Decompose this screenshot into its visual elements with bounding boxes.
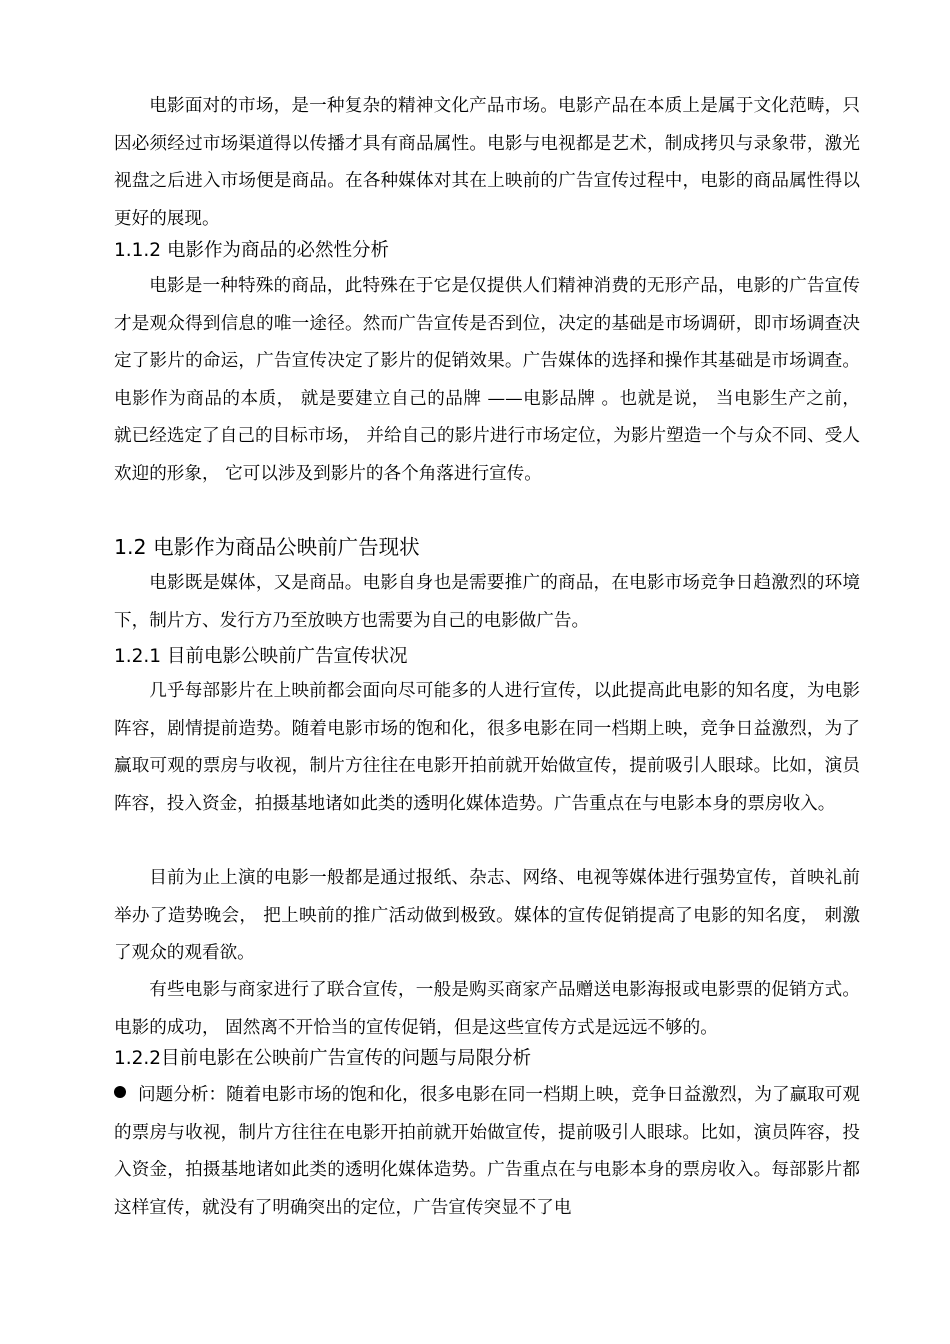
heading-1-2-1: 1.2.1 目前电影公映前广告宣传状况 xyxy=(114,646,408,667)
paragraph-current-promotion: 几乎每部影片在上映前都会面向尽可能多的人进行宣传，以此提高此电影的知名度，为电影阵容，剧情提前造势。随着电影市场的饱和化，很多电影在同一档期上映，竞争日益激烈，为了赢取可观的票房与收视，制片方往往在电影开拍前就开始做宣传，提前吸引人眼球。比如，演员阵容，投入资金，拍摄基地诸如此类的透明化媒体造势。广告重点在与电影本身的票房收入。 xyxy=(114,681,860,814)
bullet-problem-text: 问题分析：随着电影市场的饱和化，很多电影在同一档期上映，竞争日益激烈，为了赢取可观的票房与收视，制片方往往在电影开拍前就开始做宣传，提前吸引人眼球。比如，演员阵容，投入资金，拍摄基地诸如此类的透明化媒体造势。广告重点在与电影本身的票房收入。每部影片都这样宣传，就没有了明确突出的定位，广告宣传突显不了电 xyxy=(114,1085,860,1218)
paragraph-media-promotion: 目前为止上演的电影一般都是通过报纸、杂志、网络、电视等媒体进行强势宣传，首映礼前举办了造势晚会， 把上映前的推广活动做到极致。媒体的宣传促销提高了电影的知名度， 刺激了观众的观看欲。 xyxy=(114,868,860,963)
bullet-dot-icon xyxy=(114,1086,126,1098)
heading-1-1-2: 1.1.2 电影作为商品的必然性分析 xyxy=(114,240,389,261)
paragraph-film-market: 电影面对的市场，是一种复杂的精神文化产品市场。电影产品在本质上是属于文化范畴，只因必须经过市场渠道得以传播才具有商品属性。电影与电视都是艺术，制成拷贝与录象带，激光视盘之后进入市场便是商品。在各种媒体对其在上映前的广告宣传过程中，电影的商品属性得以更好的展现。 xyxy=(114,96,860,229)
paragraph-joint-promotion: 有些电影与商家进行了联合宣传，一般是购买商家产品赠送电影海报或电影票的促销方式。电影的成功， 固然离不开恰当的宣传促销，但是这些宣传方式是远远不够的。 xyxy=(114,980,860,1038)
paragraph-film-media-commodity: 电影既是媒体，又是商品。电影自身也是需要推广的商品，在电影市场竞争日趋激烈的环境下，制片方、发行方乃至放映方也需要为自己的电影做广告。 xyxy=(114,573,860,631)
heading-1-2-2: 1.2.2目前电影在公映前广告宣传的问题与局限分析 xyxy=(114,1048,532,1069)
bullet-problem-analysis xyxy=(114,1077,860,1227)
paragraph-film-as-commodity: 电影是一种特殊的商品，此特殊在于它是仅提供人们精神消费的无形产品，电影的广告宣传才是观众得到信息的唯一途径。然而广告宣传是否到位，决定的基础是市场调研，即市场调查决定了影片的命运，广告宣传决定了影片的促销效果。广告媒体的选择和操作其基础是市场调查。电影作为商品的本质， 就是要建立自己的品牌 ——电影品牌 。也就是说， 当电影生产之前， 就已经选定了自己的目标市场， 并给自己的影片进行市场定位，为影片塑造一个与众不同、受人欢迎的形象， 它可以涉及到影片的各个角落进行宣传。 xyxy=(114,276,860,484)
heading-1-2: 1.2 电影作为商品公映前广告现状 xyxy=(114,535,420,559)
